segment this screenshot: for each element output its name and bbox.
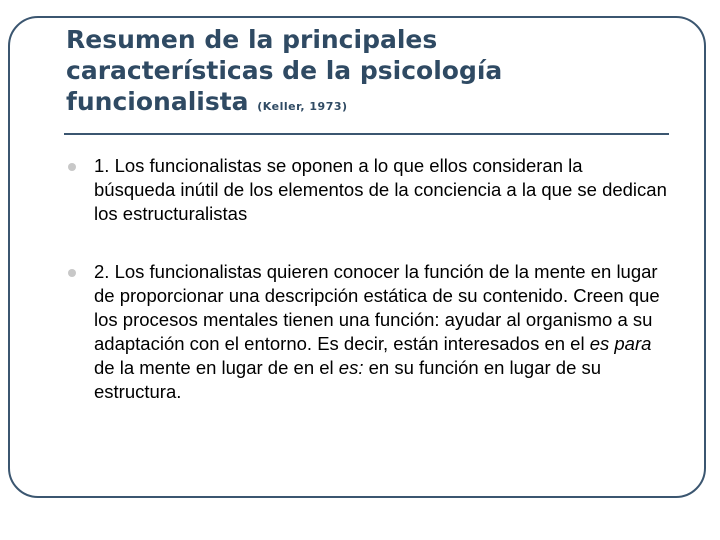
title-line-3: funcionalista — [66, 87, 249, 116]
bullet-text-1: 1. Los funcionalistas se oponen a lo que ellos consideran la búsqueda inútil de los elementos de la conciencia a la que se dedican los estructuralistas — [94, 155, 667, 224]
title-divider — [64, 133, 669, 135]
title-line-1: Resumen de la principales — [66, 25, 438, 54]
bullet-text-2a: 2. Los funcionalistas quieren conocer la función de la mente en lugar de proporcionar una descripción estática de su contenido. Creen que los procesos mentales tienen una función: ayudar al organismo a su adaptación con el entorno. Es decir, están interesados en el — [94, 261, 660, 354]
bullet-dot-icon — [68, 269, 76, 277]
bullet-text-2b: de la mente en lugar de en el — [94, 357, 339, 378]
bullet-emphasis-es-para: es para — [589, 333, 652, 354]
bullet-item-2 — [68, 260, 668, 404]
bullet-list — [68, 154, 668, 404]
bullet-item-1 — [68, 154, 668, 226]
title-citation: (Keller, 1973) — [257, 100, 348, 113]
bullet-text-2c: en su función en lugar de su estructura. — [94, 357, 602, 402]
title-line-2: características de la psicología — [66, 56, 503, 85]
slide-title — [66, 24, 666, 122]
bullet-emphasis-es: es: — [338, 357, 364, 378]
bullet-dot-icon — [68, 163, 76, 171]
